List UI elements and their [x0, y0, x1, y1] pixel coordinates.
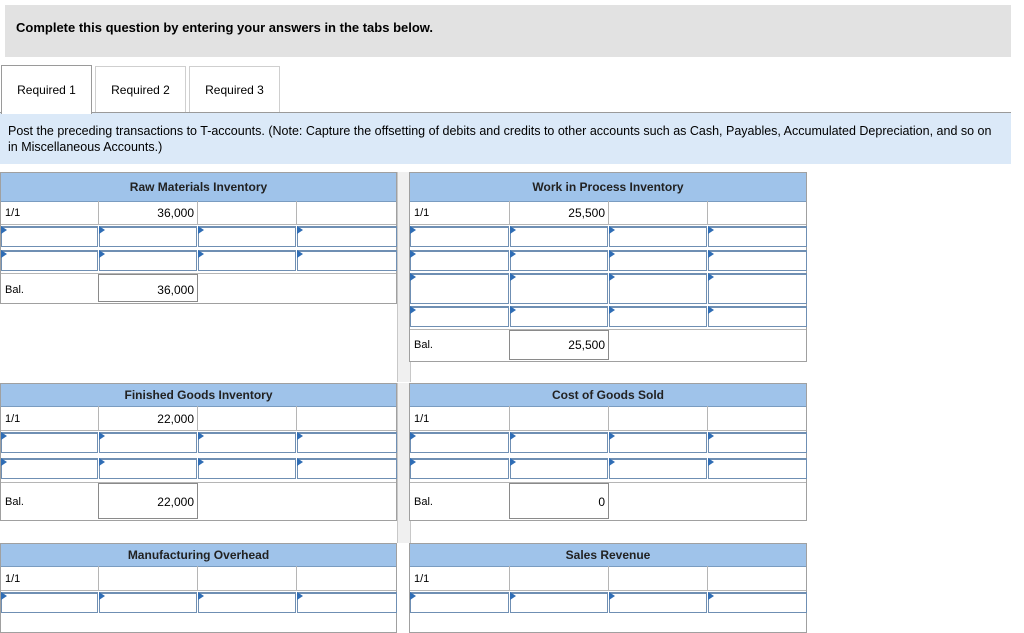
- t-account-cost-of-goods-sold: [409, 383, 807, 521]
- credit-input[interactable]: [609, 592, 707, 613]
- balance-label: Bal.: [414, 496, 433, 508]
- debit-input[interactable]: [510, 306, 608, 327]
- t-account-manufacturing-overhead: [0, 543, 397, 633]
- opening-balance-value: 25,500: [568, 206, 605, 220]
- debit-input[interactable]: [99, 432, 197, 453]
- balance-value: 36,000: [157, 283, 194, 297]
- t-account-work-in-process: [409, 172, 807, 362]
- debit-input[interactable]: [510, 592, 608, 613]
- entry-label-input[interactable]: [410, 458, 509, 479]
- account-title: Sales Revenue: [410, 544, 806, 567]
- opening-balance-value: 22,000: [157, 412, 194, 426]
- account-title: Cost of Goods Sold: [410, 384, 806, 407]
- entry-label-input[interactable]: [1, 226, 98, 247]
- question-instruction: Complete this question by entering your answers in the tabs below.: [16, 20, 434, 35]
- balance-value: 25,500: [568, 338, 605, 352]
- debit-input[interactable]: [99, 226, 197, 247]
- question-header: [5, 5, 1011, 57]
- entry-label-input[interactable]: [410, 273, 509, 304]
- tab-required-3[interactable]: Required 3: [189, 66, 280, 112]
- account-title: Manufacturing Overhead: [1, 544, 396, 567]
- entry-label-input[interactable]: [410, 250, 509, 271]
- opening-date-label: 1/1: [414, 573, 430, 585]
- instructions-text: Post the preceding transactions to T-accounts. (Note: Capture the offsetting of debits and credits to other accounts such as Cash, Payables, Accumulated Depreciation, and so on in Miscellaneous Accounts.): [8, 124, 992, 154]
- debit-input[interactable]: [510, 273, 608, 304]
- account-title: Finished Goods Inventory: [1, 384, 396, 407]
- instructions-panel: [0, 113, 1011, 164]
- debit-input[interactable]: [510, 226, 608, 247]
- t-account-raw-materials: [0, 172, 397, 304]
- entry-label-input[interactable]: [1, 458, 98, 479]
- balance-label: Bal.: [414, 339, 433, 351]
- credit-input[interactable]: [609, 273, 707, 304]
- balance-value: 0: [598, 495, 605, 509]
- debit-input[interactable]: [99, 458, 197, 479]
- entry-label-input[interactable]: [708, 432, 807, 453]
- entry-label-input[interactable]: [708, 226, 807, 247]
- credit-input[interactable]: [198, 250, 296, 271]
- account-title: Work in Process Inventory: [410, 173, 806, 202]
- debit-input[interactable]: [99, 592, 197, 613]
- balance-label: Bal.: [5, 284, 24, 296]
- entry-label-input[interactable]: [410, 226, 509, 247]
- credit-input[interactable]: [609, 306, 707, 327]
- entry-label-input[interactable]: [1, 592, 98, 613]
- credit-input[interactable]: [198, 458, 296, 479]
- balance-label: Bal.: [5, 496, 24, 508]
- opening-date-label: 1/1: [5, 573, 21, 585]
- entry-label-input[interactable]: [297, 226, 397, 247]
- account-title: Raw Materials Inventory: [1, 173, 396, 202]
- entry-label-input[interactable]: [1, 250, 98, 271]
- opening-date-label: 1/1: [414, 207, 430, 219]
- entry-label-input[interactable]: [297, 432, 397, 453]
- t-account-sales-revenue: [409, 543, 807, 633]
- entry-label-input[interactable]: [708, 592, 807, 613]
- credit-input[interactable]: [198, 432, 296, 453]
- tab-required-2[interactable]: Required 2: [95, 66, 186, 112]
- entry-label-input[interactable]: [410, 306, 509, 327]
- entry-label-input[interactable]: [297, 250, 397, 271]
- credit-input[interactable]: [198, 592, 296, 613]
- entry-label-input[interactable]: [297, 458, 397, 479]
- t-account-finished-goods: [0, 383, 397, 521]
- credit-input[interactable]: [609, 432, 707, 453]
- opening-balance-value: 36,000: [157, 206, 194, 220]
- balance-value: 22,000: [157, 495, 194, 509]
- entry-label-input[interactable]: [708, 458, 807, 479]
- credit-input[interactable]: [198, 226, 296, 247]
- credit-input[interactable]: [609, 458, 707, 479]
- credit-input[interactable]: [609, 250, 707, 271]
- debit-input[interactable]: [510, 250, 608, 271]
- debit-input[interactable]: [99, 250, 197, 271]
- opening-date-label: 1/1: [414, 413, 430, 425]
- debit-input[interactable]: [510, 458, 608, 479]
- tab-required-1[interactable]: Required 1: [1, 65, 92, 114]
- credit-input[interactable]: [609, 226, 707, 247]
- debit-input[interactable]: [510, 432, 608, 453]
- entry-label-input[interactable]: [410, 592, 509, 613]
- opening-date-label: 1/1: [5, 207, 21, 219]
- entry-label-input[interactable]: [297, 592, 397, 613]
- entry-label-input[interactable]: [708, 273, 807, 304]
- entry-label-input[interactable]: [410, 432, 509, 453]
- entry-label-input[interactable]: [708, 306, 807, 327]
- opening-date-label: 1/1: [5, 413, 21, 425]
- entry-label-input[interactable]: [1, 432, 98, 453]
- entry-label-input[interactable]: [708, 250, 807, 271]
